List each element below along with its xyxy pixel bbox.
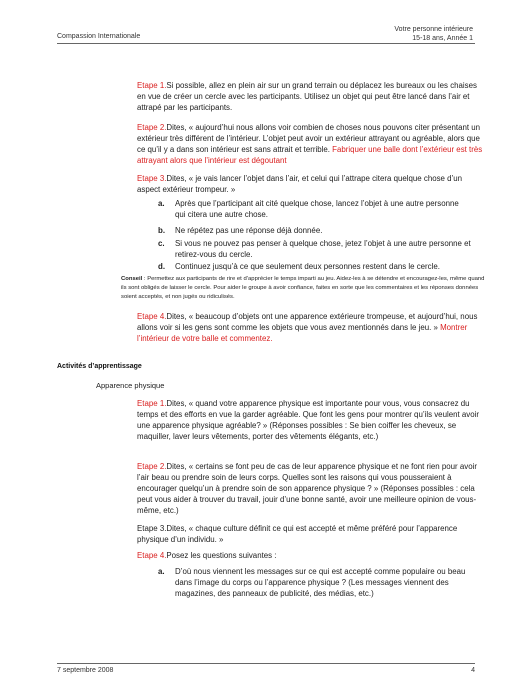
list-marker: a.: [158, 567, 165, 576]
activity-step-1: [137, 398, 483, 442]
conseil-note: [121, 275, 485, 302]
conseil-text: : Permettez aux participants de rire et d’apprécier le temps imparti au jeu. Aidez-les à se détendre et encouragez-les, même quand ils sont obligés de laisser le cercle. Pour aider le groupe à avoir confiance, faites en sorte que les commentaires et les réponses données soient acceptés, et non jugés ou ridiculisés.: [121, 276, 485, 300]
header-rule: [57, 43, 475, 44]
list-text: Continuez jusqu’à ce que seulement deux personnes restent dans le cercle.: [175, 262, 440, 271]
step-label: Etape 3.: [137, 174, 167, 183]
step-label: Etape 2.: [137, 462, 167, 471]
activity-step-3: [137, 523, 483, 545]
list-item: [158, 566, 471, 599]
list-text: D’où nous viennent les messages sur ce qui est accepté comme populaire ou beau dans l’image du corps ou l’apparence physique ? (Les messages viennent des magazines, des panneaux de publicité, des médias, etc.): [175, 567, 466, 598]
conseil-label: Conseil: [121, 276, 143, 282]
activity-step-4: [137, 550, 483, 561]
list-item: [158, 261, 471, 272]
footer-rule: [57, 663, 475, 664]
step-text: Si possible, allez en plein air sur un grand terrain ou déplacez les bureaux ou les chaises en vue de créer un cercle avec les participants. Utilisez un objet qui peut être lancé dans l’air et attrapé par les participants.: [137, 81, 477, 112]
step-instruction: Fabriquer une balle dont l’extérieur est très attrayant alors que l’intérieur est dégoutant: [137, 145, 483, 165]
page-number: 4: [471, 667, 475, 674]
step-label: Etape 1.: [137, 399, 167, 408]
header-lesson-age: 15-18 ans, Année 1: [412, 35, 473, 42]
step-label: Etape 1.: [137, 81, 167, 90]
intro-step-3: [137, 173, 483, 195]
step-text: Dites, « je vais lancer l’objet dans l’air, et celui qui l’attrape citera quelque chose d’un aspect extérieur trompeur. »: [137, 174, 463, 194]
step-text: Dites, « quand votre apparence physique est importante pour vous, vous consacrez du temps et des efforts en vue la garder agréable. Que font les gens pour montrer qu’ils veulent avoir une apparence physique agréable? » (Réponses possibles : Se bien coiffer les cheveux, se maquiller, laver leurs vêtements, porter des vêtements élégants, etc.): [137, 399, 479, 441]
header-lesson-title: Votre personne intérieure: [394, 26, 473, 33]
section-heading: Activités d’apprentissage: [57, 363, 142, 370]
footer-date: 7 septembre 2008: [57, 667, 114, 674]
intro-step-4: [137, 311, 483, 344]
step-text: Posez les questions suivantes :: [166, 551, 277, 560]
step-text: Dites, « certains se font peu de cas de leur apparence physique et ne font rien pour avoir l’air beau ou prendre soin de leurs corps. Quelles sont les raisons qui vous pousseraient à encourager quelqu’un à prendre soin de son apparence physique ? » (Réponses possibles : cela peut vous aider à trouver du travail, jouir d’une bonne santé, avoir une meilleure opinion de vous-même, etc.): [137, 462, 477, 515]
section-subheading: Apparence physique: [96, 381, 165, 390]
header-lesson-info: [394, 25, 473, 43]
step-label: Etape 3.: [137, 524, 167, 533]
step-text: Dites, « chaque culture définit ce qui est accepté et même préféré pour l’apparence physique d’un individu. »: [137, 524, 458, 544]
intro-step-2: [137, 122, 483, 166]
step-label: Etape 4.: [137, 551, 167, 560]
step-text: Dites, « aujourd’hui nous allons voir combien de choses nous pouvons citer présentant un extérieur très différent de l’intérieur. L’objet peut avoir un extérieur attrayant ou agréable, alors que ce qu’il y a dans son intérieur est sans attrait et terrible.: [137, 123, 481, 154]
step-instruction: Montrer l’intérieur de votre balle et commentez.: [137, 323, 468, 343]
list-marker: b.: [158, 226, 166, 235]
list-marker: c.: [158, 239, 165, 248]
intro-step-1: [137, 80, 483, 113]
step-label: Etape 4.: [137, 312, 167, 321]
list-text: Si vous ne pouvez pas penser à quelque chose, jetez l’objet à une autre personne et retirez-vous du cercle.: [175, 239, 471, 259]
list-text: Après que l’participant ait cité quelque chose, lancez l’objet à une autre personne qui citera une autre chose.: [175, 199, 459, 219]
step-text: Dites, « beaucoup d’objets ont une apparence extérieure trompeuse, et aujourd’hui, nous allons voir si les gens sont comme les objets que vous avez mentionnés dans le jeu. »: [137, 312, 478, 332]
list-item: [158, 225, 471, 236]
step-label: Etape 2.: [137, 123, 167, 132]
list-marker: d.: [158, 262, 166, 271]
list-item: [158, 238, 471, 260]
list-marker: a.: [158, 199, 165, 208]
list-text: Ne répétez pas une réponse déjà donnée.: [175, 226, 323, 235]
activity-step-2: [137, 461, 483, 516]
list-item: [158, 198, 471, 220]
header-organization: Compassion Internationale: [57, 33, 141, 40]
